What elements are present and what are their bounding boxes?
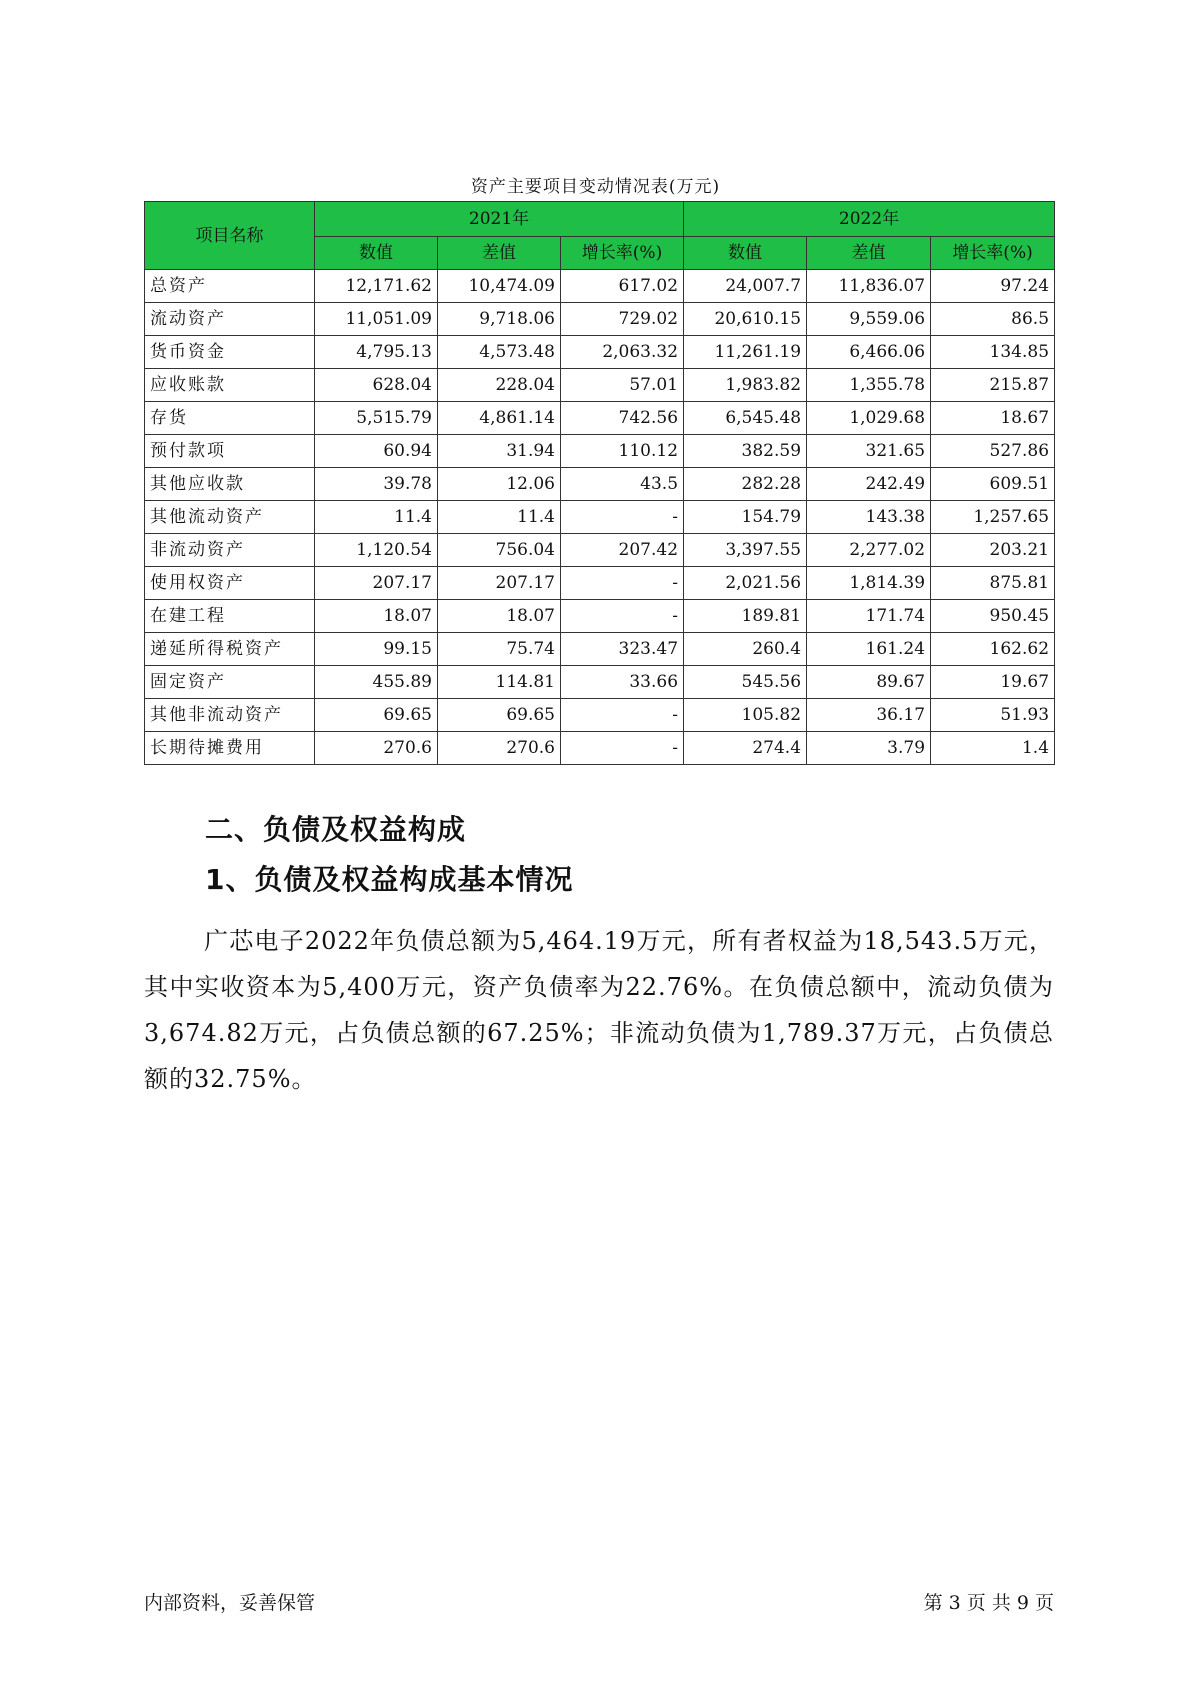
table-row: [145, 534, 1055, 567]
row-value-cell: 19.67: [931, 666, 1055, 699]
table-row: [145, 369, 1055, 402]
row-value-cell: -: [561, 567, 684, 600]
table-row: [145, 402, 1055, 435]
row-value-cell: 99.15: [315, 633, 438, 666]
table-row: [145, 501, 1055, 534]
row-value-cell: 171.74: [807, 600, 931, 633]
row-item-name: 货币资金: [145, 336, 315, 369]
row-value-cell: 323.47: [561, 633, 684, 666]
row-item-name: 流动资产: [145, 303, 315, 336]
row-value-cell: 36.17: [807, 699, 931, 732]
row-item-name: 长期待摊费用: [145, 732, 315, 765]
row-value-cell: 4,795.13: [315, 336, 438, 369]
row-value-cell: 43.5: [561, 468, 684, 501]
body-paragraph: 广芯电子2022年负债总额为5,464.19万元，所有者权益为18,543.5万元，其中实收资本为5,400万元，资产负债率为22.76%。在负债总额中，流动负债为3,674.82万元，占负债总额的67.25%；非流动负债为1,789.37万元，占负债总额的32.75%。: [144, 927, 1054, 1093]
row-item-name: 递延所得税资产: [145, 633, 315, 666]
row-value-cell: 545.56: [684, 666, 807, 699]
row-value-cell: 270.6: [315, 732, 438, 765]
row-value-cell: 105.82: [684, 699, 807, 732]
table-row: [145, 303, 1055, 336]
row-value-cell: 1,355.78: [807, 369, 931, 402]
row-value-cell: -: [561, 732, 684, 765]
row-value-cell: 39.78: [315, 468, 438, 501]
header-value-2021: 数值: [315, 237, 438, 270]
row-value-cell: 10,474.09: [438, 270, 561, 303]
row-value-cell: -: [561, 501, 684, 534]
row-value-cell: 154.79: [684, 501, 807, 534]
row-item-name: 总资产: [145, 270, 315, 303]
row-value-cell: 20,610.15: [684, 303, 807, 336]
row-item-name: 使用权资产: [145, 567, 315, 600]
row-value-cell: 9,718.06: [438, 303, 561, 336]
row-value-cell: 162.62: [931, 633, 1055, 666]
row-item-name: 其他流动资产: [145, 501, 315, 534]
row-value-cell: 3.79: [807, 732, 931, 765]
row-value-cell: 282.28: [684, 468, 807, 501]
section-heading: 二、负债及权益构成: [205, 813, 467, 846]
table-row: [145, 270, 1055, 303]
row-value-cell: 756.04: [438, 534, 561, 567]
row-value-cell: 89.67: [807, 666, 931, 699]
header-rate-2021: 增长率(%): [561, 237, 684, 270]
row-value-cell: 11.4: [438, 501, 561, 534]
row-value-cell: 24,007.7: [684, 270, 807, 303]
subsection-heading: 1、负债及权益构成基本情况: [205, 863, 574, 896]
table-row: [145, 666, 1055, 699]
row-value-cell: 1.4: [931, 732, 1055, 765]
row-value-cell: 4,573.48: [438, 336, 561, 369]
row-value-cell: 31.94: [438, 435, 561, 468]
row-value-cell: 18.07: [315, 600, 438, 633]
row-value-cell: 4,861.14: [438, 402, 561, 435]
row-value-cell: 12.06: [438, 468, 561, 501]
row-item-name: 存货: [145, 402, 315, 435]
table-row: [145, 468, 1055, 501]
row-value-cell: 2,277.02: [807, 534, 931, 567]
row-value-cell: 60.94: [315, 435, 438, 468]
header-value-2022: 数值: [684, 237, 807, 270]
row-value-cell: 134.85: [931, 336, 1055, 369]
row-value-cell: 12,171.62: [315, 270, 438, 303]
row-value-cell: 1,120.54: [315, 534, 438, 567]
row-value-cell: 189.81: [684, 600, 807, 633]
row-value-cell: 97.24: [931, 270, 1055, 303]
row-value-cell: 110.12: [561, 435, 684, 468]
row-value-cell: 203.21: [931, 534, 1055, 567]
row-value-cell: 527.86: [931, 435, 1055, 468]
row-value-cell: 11,261.19: [684, 336, 807, 369]
row-value-cell: 161.24: [807, 633, 931, 666]
row-value-cell: 18.67: [931, 402, 1055, 435]
row-value-cell: 2,021.56: [684, 567, 807, 600]
row-value-cell: 6,466.06: [807, 336, 931, 369]
header-item-name: 项目名称: [145, 202, 315, 270]
row-value-cell: 143.38: [807, 501, 931, 534]
table-row: [145, 435, 1055, 468]
row-value-cell: 69.65: [315, 699, 438, 732]
row-value-cell: 455.89: [315, 666, 438, 699]
row-value-cell: 729.02: [561, 303, 684, 336]
table-row: [145, 567, 1055, 600]
row-value-cell: 11,051.09: [315, 303, 438, 336]
row-value-cell: 742.56: [561, 402, 684, 435]
row-value-cell: 382.59: [684, 435, 807, 468]
row-value-cell: 5,515.79: [315, 402, 438, 435]
row-value-cell: 228.04: [438, 369, 561, 402]
row-value-cell: -: [561, 699, 684, 732]
row-value-cell: 274.4: [684, 732, 807, 765]
row-value-cell: 86.5: [931, 303, 1055, 336]
row-value-cell: 18.07: [438, 600, 561, 633]
row-item-name: 其他应收款: [145, 468, 315, 501]
row-value-cell: 260.4: [684, 633, 807, 666]
row-value-cell: 9,559.06: [807, 303, 931, 336]
row-value-cell: 69.65: [438, 699, 561, 732]
row-value-cell: 6,545.48: [684, 402, 807, 435]
row-value-cell: 57.01: [561, 369, 684, 402]
row-item-name: 应收账款: [145, 369, 315, 402]
header-year-2021: 2021年: [315, 202, 684, 237]
row-item-name: 非流动资产: [145, 534, 315, 567]
row-value-cell: 33.66: [561, 666, 684, 699]
row-value-cell: 2,063.32: [561, 336, 684, 369]
row-value-cell: 875.81: [931, 567, 1055, 600]
table-row: [145, 633, 1055, 666]
row-value-cell: 617.02: [561, 270, 684, 303]
row-value-cell: 11.4: [315, 501, 438, 534]
row-value-cell: 321.65: [807, 435, 931, 468]
row-value-cell: 207.17: [315, 567, 438, 600]
row-value-cell: 3,397.55: [684, 534, 807, 567]
row-value-cell: 242.49: [807, 468, 931, 501]
row-item-name: 固定资产: [145, 666, 315, 699]
header-rate-2022: 增长率(%): [931, 237, 1055, 270]
header-diff-2022: 差值: [807, 237, 931, 270]
table-body: [145, 270, 1055, 765]
row-value-cell: 628.04: [315, 369, 438, 402]
row-value-cell: 11,836.07: [807, 270, 931, 303]
header-diff-2021: 差值: [438, 237, 561, 270]
row-value-cell: 1,257.65: [931, 501, 1055, 534]
row-value-cell: 609.51: [931, 468, 1055, 501]
row-value-cell: 215.87: [931, 369, 1055, 402]
row-value-cell: 950.45: [931, 600, 1055, 633]
row-value-cell: 1,029.68: [807, 402, 931, 435]
row-value-cell: 207.42: [561, 534, 684, 567]
row-value-cell: 1,983.82: [684, 369, 807, 402]
table-row: [145, 699, 1055, 732]
row-value-cell: 1,814.39: [807, 567, 931, 600]
table-row: [145, 600, 1055, 633]
row-value-cell: 114.81: [438, 666, 561, 699]
row-value-cell: 75.74: [438, 633, 561, 666]
footer-confidential-note: 内部资料，妥善保管: [144, 1592, 316, 1614]
row-item-name: 预付款项: [145, 435, 315, 468]
row-value-cell: 270.6: [438, 732, 561, 765]
asset-change-table: [144, 201, 1055, 765]
row-value-cell: 207.17: [438, 567, 561, 600]
header-year-2022: 2022年: [684, 202, 1055, 237]
table-caption: 资产主要项目变动情况表(万元): [470, 177, 721, 197]
table-row: [145, 336, 1055, 369]
footer-page-number: 第 3 页 共 9 页: [923, 1592, 1054, 1614]
row-item-name: 其他非流动资产: [145, 699, 315, 732]
table-row: [145, 732, 1055, 765]
row-item-name: 在建工程: [145, 600, 315, 633]
row-value-cell: 51.93: [931, 699, 1055, 732]
row-value-cell: -: [561, 600, 684, 633]
